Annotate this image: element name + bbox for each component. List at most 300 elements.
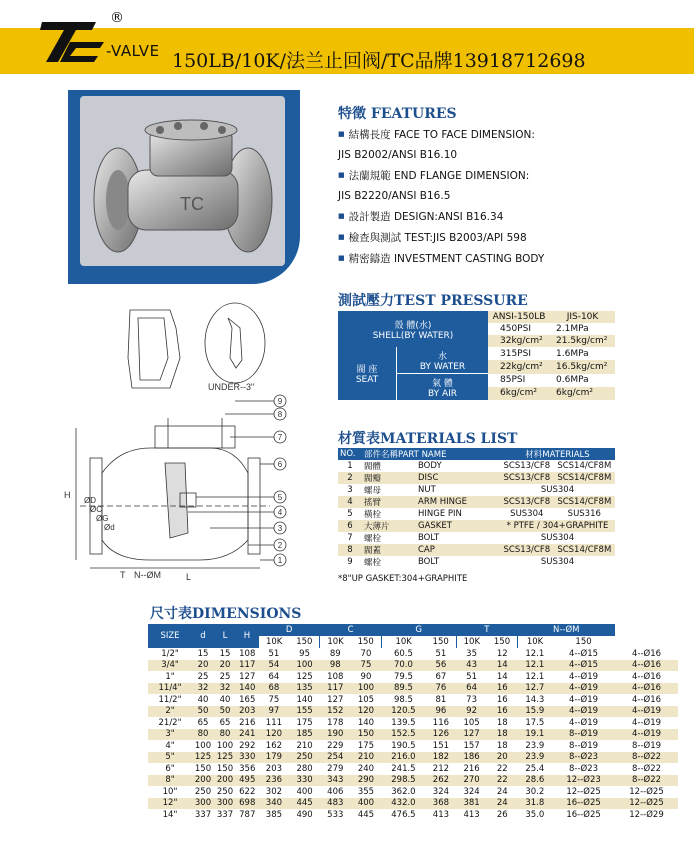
dimension-cell: 155 (289, 706, 320, 718)
dimension-cell: 150 (194, 763, 212, 774)
material-spec: SUS316 (567, 509, 601, 519)
dimension-cell: 280 (296, 763, 313, 774)
callout-9: 9 (277, 397, 283, 406)
material-no: 5 (347, 509, 353, 519)
dim-label-d-small: Ød (104, 523, 115, 532)
dimension-cell: 120 (351, 706, 382, 718)
pressure-value: 85PSI (500, 375, 526, 386)
dimension-cell: 60.5 (393, 648, 413, 659)
dimension-cell: 12--Ø25 (629, 786, 664, 797)
dimension-cell: 80 (214, 729, 236, 741)
dimension-cell: 162 (265, 740, 283, 751)
dimension-cell: 11/2" (158, 694, 182, 705)
feature-item (338, 168, 678, 184)
material-spec: * PTFE / 304+GRAPHITE (500, 520, 615, 532)
dimension-cell: 23.9 (525, 740, 545, 751)
dimension-cell: 90 (360, 671, 372, 682)
dimension-cell: 95 (299, 648, 310, 659)
dim-label-h: H (64, 490, 71, 500)
dimension-cell: 212 (432, 763, 450, 774)
dimension-cell: 8--Ø23 (552, 752, 615, 764)
dim-label-t: T (120, 570, 126, 580)
dimension-cell: 240 (357, 763, 375, 774)
dimension-cell: 490 (296, 809, 313, 820)
dimensions-heading-en: DIMENSIONS (192, 606, 302, 622)
material-no: 7 (347, 533, 353, 543)
dimension-cell: 157 (463, 740, 480, 751)
valve-cap-icon (155, 426, 235, 448)
dim-label-l: L (186, 572, 192, 582)
dimension-cell: 67 (435, 671, 447, 682)
dimension-cell: 40 (197, 694, 209, 705)
dimension-cell: 43 (456, 660, 487, 672)
dimension-row (148, 717, 678, 729)
seat-en: SEAT (355, 375, 379, 385)
dimension-cell: 14" (162, 809, 178, 820)
dimension-cell: 2" (148, 706, 192, 718)
pressure-heading (338, 290, 528, 310)
material-en: GASKET (416, 520, 500, 532)
dimension-cell: 12--Ø25 (615, 798, 678, 810)
dimension-cell: 50 (192, 706, 214, 718)
col-part: 部件名稱PART NAME (362, 448, 500, 460)
valve-photo-icon (68, 90, 300, 284)
callout-3: 3 (277, 524, 283, 533)
dimension-cell: 125 (296, 671, 313, 682)
dimension-cell: 8--Ø22 (615, 752, 678, 764)
dimensions-heading (150, 603, 301, 623)
material-no: 1 (347, 461, 353, 471)
detail-hinge-icon (228, 318, 242, 368)
col-sub: 150 (351, 636, 382, 648)
feature-item (338, 127, 678, 143)
feature-label: 檢查與測試 TEST:JIS B2003/API 598 (348, 232, 527, 244)
dimension-cell: 210 (296, 740, 313, 751)
dim-label-c: ØC (90, 505, 102, 514)
dimension-cell: 150 (216, 763, 234, 774)
dimension-cell: 292 (239, 740, 256, 751)
dimension-cell: 3/4" (148, 660, 192, 672)
dimension-cell: 10" (162, 786, 178, 797)
material-spec: SUS304 (540, 485, 575, 495)
dimension-row (148, 671, 678, 683)
dimension-cell: 300 (192, 798, 214, 810)
valve-disc-icon (165, 463, 188, 538)
feature-standard: JIS B2220/ANSI B16.5 (338, 190, 451, 202)
dimension-cell: 324 (463, 786, 480, 797)
feature-label: 精密鑄造 INVESTMENT CASTING BODY (348, 253, 545, 265)
dimension-cell: 330 (236, 752, 259, 764)
dimension-cell: 368 (426, 798, 457, 810)
material-row (338, 460, 615, 472)
dimension-cell: 8--Ø19 (569, 740, 599, 751)
dimension-cell: 241 (236, 729, 259, 741)
dimension-cell: 51 (466, 671, 477, 682)
material-no: 6 (338, 520, 362, 532)
dimension-cell: 127 (239, 671, 256, 682)
dimension-cell: 140 (357, 717, 375, 728)
dimension-cell: 12.1 (525, 671, 545, 682)
dimension-cell: 76 (426, 683, 457, 695)
dimension-cell: 300 (214, 798, 236, 810)
water-cn: 水 (437, 351, 447, 362)
dimensions-heading-cn: 尺寸表 (150, 606, 192, 622)
dimension-cell: 32 (214, 683, 236, 695)
dimension-cell: 533 (327, 809, 344, 820)
dimension-cell: 4--Ø19 (615, 706, 678, 718)
dimension-cell: 100 (289, 660, 320, 672)
logo-registered-mark: ® (110, 10, 124, 26)
material-row (338, 544, 615, 556)
materials-heading-cn: 材質表 (338, 431, 380, 447)
dimension-cell: 385 (265, 809, 283, 820)
callout-8: 8 (277, 410, 283, 419)
dimension-cell: 787 (239, 809, 256, 820)
dimension-cell: 28.6 (518, 775, 553, 787)
shell-cell (338, 311, 488, 347)
dimension-cell: 127 (456, 729, 487, 741)
dimension-cell: 4--Ø16 (631, 694, 662, 705)
pressure-col-jis: JIS-10K (550, 311, 615, 323)
dimension-cell: 32 (192, 683, 214, 695)
dimension-cell: 8--Ø19 (552, 729, 615, 741)
dimension-cell: 302 (265, 786, 283, 797)
dimension-cell: 1" (165, 671, 175, 682)
dimension-cell: 151 (432, 740, 450, 751)
dimension-cell: 23.9 (518, 752, 553, 764)
dimension-row (148, 752, 678, 764)
dimension-cell: 330 (289, 775, 320, 787)
pressure-value: 450PSI (500, 324, 531, 334)
col-size: SIZE (148, 624, 192, 648)
col-group-g: G (381, 624, 456, 636)
dimension-cell: 356 (239, 763, 256, 774)
col-sub: 10K (381, 636, 425, 648)
material-spec: SCS14/CF8M (554, 472, 615, 484)
dimension-cell: 15.9 (518, 706, 553, 718)
dimension-cell: 4--Ø16 (631, 671, 662, 682)
dimension-cell: 18 (487, 729, 518, 741)
dimension-cell: 8--Ø19 (631, 740, 662, 751)
pressure-value: 6kg/cm² (488, 387, 550, 400)
dimension-cell: 270 (456, 775, 487, 787)
material-spec: SCS14/CF8M (554, 544, 615, 556)
material-spec: SCS13/CF8 (503, 461, 551, 471)
dimension-cell: 355 (357, 786, 375, 797)
dimension-cell: 97 (259, 706, 290, 718)
dimension-row (148, 660, 678, 672)
technical-drawing (60, 298, 290, 588)
dimension-cell: 186 (456, 752, 487, 764)
dimension-cell: 108 (239, 648, 256, 659)
bullet-icon: ■ (338, 233, 345, 241)
dimension-cell: 165 (239, 694, 256, 705)
materials-header-row (338, 448, 615, 460)
dimension-cell: 22 (496, 763, 508, 774)
dim-label-nm: N--ØM (134, 570, 161, 580)
dimension-cell: 203 (236, 706, 259, 718)
dimension-cell: 8--Ø22 (615, 775, 678, 787)
dimensions-header-row (148, 624, 678, 636)
dimension-cell: 31.8 (518, 798, 553, 810)
dimension-cell: 483 (320, 798, 351, 810)
dimension-cell: 216 (463, 763, 480, 774)
product-photo (68, 90, 300, 284)
material-en: NUT (418, 485, 436, 495)
dimension-cell: 100 (216, 740, 234, 751)
dimension-row (148, 683, 678, 695)
dimension-cell: 4--Ø16 (615, 683, 678, 695)
dimension-cell: 337 (216, 809, 234, 820)
material-no: 2 (338, 472, 362, 484)
features-heading-cn: 特徵 (338, 106, 366, 122)
dimension-cell: 210 (351, 752, 382, 764)
material-no: 3 (347, 485, 353, 495)
material-cn: 閥體 (364, 462, 382, 472)
dimension-cell: 56 (426, 660, 457, 672)
dimension-cell: 622 (239, 786, 256, 797)
dimension-cell: 3" (148, 729, 192, 741)
dimension-cell: 200 (192, 775, 214, 787)
bullet-icon: ■ (338, 130, 345, 138)
dimension-cell: 175 (357, 740, 375, 751)
dimension-cell: 51 (435, 648, 447, 659)
dimension-cell: 254 (320, 752, 351, 764)
dimension-cell: 64 (268, 671, 280, 682)
dimension-cell: 24 (487, 798, 518, 810)
material-row (338, 472, 615, 484)
detail-disc-icon (205, 303, 265, 383)
dimension-cell: 406 (327, 786, 344, 797)
bullet-icon: ■ (338, 212, 345, 220)
col-h: H (236, 624, 259, 648)
dimension-cell: 96 (426, 706, 457, 718)
dimension-cell: 337 (194, 809, 212, 820)
dimension-cell: 413 (432, 809, 450, 820)
dimension-cell: 178 (327, 717, 344, 728)
dimension-cell: 250 (289, 752, 320, 764)
dimension-cell: 100 (351, 683, 382, 695)
dimension-cell: 432.0 (381, 798, 425, 810)
dimension-cell: 17.5 (525, 717, 545, 728)
dimension-cell: 51 (268, 648, 280, 659)
material-spec: SUS304 (510, 509, 544, 519)
dimension-cell: 4--Ø15 (569, 648, 599, 659)
feature-label: 結構長度 FACE TO FACE DIMENSION: (348, 129, 535, 141)
col-group-nm: N--ØM (518, 624, 615, 636)
dimension-cell: 182 (426, 752, 457, 764)
col-sub: 150 (426, 636, 457, 648)
dimension-cell: 16--Ø25 (552, 798, 615, 810)
material-en: HINGE PIN (418, 509, 462, 519)
dimension-row (148, 694, 678, 706)
dimension-cell: 11/4" (148, 683, 192, 695)
detail-cap-icon (128, 310, 180, 388)
dimension-cell: 4--Ø19 (552, 706, 615, 718)
material-no: 9 (347, 557, 353, 567)
dimension-row (148, 786, 678, 798)
dimension-cell: 16 (487, 683, 518, 695)
feature-label: 設計製造 DESIGN:ANSI B16.34 (348, 211, 504, 223)
dimension-cell: 8--Ø22 (631, 763, 662, 774)
dimension-cell: 89 (329, 648, 341, 659)
dimension-cell: 16 (496, 694, 508, 705)
dimension-cell: 476.5 (391, 809, 416, 820)
dimension-cell: 175 (296, 717, 313, 728)
dimension-cell: 108 (327, 671, 344, 682)
dimension-cell: 117 (236, 660, 259, 672)
dimension-cell: 4--Ø19 (631, 717, 662, 728)
material-spec: SUS304 (540, 557, 575, 567)
material-cn: 大薄片 (362, 520, 416, 532)
dimension-cell: 126 (426, 729, 457, 741)
dimension-cell: 12.1 (525, 648, 545, 659)
dimension-cell: 75 (351, 660, 382, 672)
dimension-cell: 35 (466, 648, 477, 659)
dimension-cell: 413 (463, 809, 480, 820)
col-group-t: T (456, 624, 517, 636)
pressure-value: 2.1MPa (556, 324, 589, 334)
material-row (338, 496, 615, 508)
dimension-cell: 14 (496, 671, 508, 682)
bullet-icon: ■ (338, 171, 345, 179)
callout-1: 1 (277, 556, 283, 565)
seat-label (338, 347, 397, 400)
air-cn: 氣 體 (432, 378, 453, 389)
dimension-cell: 4--Ø19 (569, 717, 599, 728)
dimension-cell: 4--Ø19 (569, 694, 599, 705)
dimension-cell: 25 (219, 671, 231, 682)
col-no: NO. (338, 448, 362, 460)
dimension-cell: 12.7 (518, 683, 553, 695)
dimension-cell: 12--Ø25 (566, 786, 601, 797)
dimension-cell: 105 (463, 717, 480, 728)
feature-item (338, 251, 678, 267)
dimension-cell: 68 (259, 683, 290, 695)
features-heading (338, 103, 457, 123)
dimension-cell: 150 (351, 729, 382, 741)
dimension-cell: 81 (435, 694, 447, 705)
dimension-cell: 65 (197, 717, 209, 728)
col-group-d: D (259, 624, 320, 636)
material-no: 8 (338, 544, 362, 556)
material-cn: 螺栓 (364, 558, 382, 568)
material-en: BODY (418, 461, 442, 471)
dimension-cell: 290 (351, 775, 382, 787)
dimension-cell: 120.5 (381, 706, 425, 718)
dimension-cell: 445 (357, 809, 375, 820)
dimension-cell: 140 (296, 694, 313, 705)
material-row (338, 532, 615, 544)
pressure-heading-cn: 測試壓力 (338, 293, 394, 309)
col-sub: 10K (518, 636, 553, 648)
dimension-cell: 25.4 (525, 763, 545, 774)
dimension-cell: 12" (148, 798, 192, 810)
material-en: BOLT (418, 557, 440, 567)
material-spec: SCS14/CF8M (554, 496, 615, 508)
dimension-cell: 75 (268, 694, 280, 705)
dimension-cell: 140 (236, 683, 259, 695)
dimension-cell: 15 (219, 648, 231, 659)
material-cn: 螺母 (364, 486, 382, 496)
callout-6: 6 (277, 460, 283, 469)
dimension-cell: 80 (192, 729, 214, 741)
dimension-row (148, 648, 678, 660)
dimension-cell: 400 (351, 798, 382, 810)
material-spec: SCS13/CF8 (500, 472, 554, 484)
pressure-value: 16.5kg/cm² (550, 360, 615, 373)
material-spec: SCS13/CF8 (500, 544, 554, 556)
dimension-cell: 117 (320, 683, 351, 695)
dimension-cell: 5" (148, 752, 192, 764)
col-d: d (192, 624, 214, 648)
col-sub: 10K (456, 636, 487, 648)
dimension-cell: 25 (197, 671, 209, 682)
materials-table (338, 448, 615, 568)
water-label (397, 347, 489, 374)
dimension-cell: 4--Ø19 (615, 729, 678, 741)
dimension-cell: 200 (214, 775, 236, 787)
dimension-cell: 236 (259, 775, 290, 787)
dimension-cell: 190 (320, 729, 351, 741)
pressure-col-ansi: ANSI-150LB (488, 311, 550, 323)
dimension-row (148, 740, 678, 752)
material-en: BOLT (418, 533, 440, 543)
callout-2: 2 (277, 541, 283, 550)
dimension-cell: 24 (496, 786, 508, 797)
material-spec: SUS304 (540, 533, 575, 543)
material-spec: SCS13/CF8 (500, 496, 554, 508)
dimension-cell: 343 (320, 775, 351, 787)
dimension-row (148, 798, 678, 810)
dimension-cell: 1/2" (161, 648, 179, 659)
dimension-cell: 179 (259, 752, 290, 764)
svg-text:TC: TC (180, 194, 204, 214)
pressure-value: 315PSI (500, 348, 531, 359)
dimension-cell: 54 (259, 660, 290, 672)
dimension-cell: 12 (496, 648, 508, 659)
dimension-cell: 16--Ø25 (566, 809, 601, 820)
under-label: UNDER--3" (208, 382, 255, 392)
dimension-cell: 298.5 (381, 775, 425, 787)
bullet-icon: ■ (338, 254, 345, 262)
col-sub: 150 (289, 636, 320, 648)
callout-4: 4 (277, 508, 283, 517)
dimension-cell: 64 (456, 683, 487, 695)
materials-heading (338, 428, 517, 448)
dimension-row (148, 809, 678, 821)
dimension-cell: 19.1 (518, 729, 553, 741)
material-cn: 橫栓 (364, 510, 382, 520)
dimension-cell: 250 (216, 786, 234, 797)
dimension-cell: 362.0 (391, 786, 416, 797)
materials-heading-en: MATERIALS LIST (380, 431, 518, 447)
dimension-cell: 698 (236, 798, 259, 810)
feature-item (338, 230, 678, 246)
material-row (338, 556, 615, 568)
pressure-value: 22kg/cm² (488, 360, 550, 373)
dimension-cell: 262 (426, 775, 457, 787)
pressure-value: 6kg/cm² (550, 387, 615, 400)
dimension-cell: 89.5 (381, 683, 425, 695)
dimension-cell: 98 (320, 660, 351, 672)
dimension-cell: 105 (357, 694, 375, 705)
shell-en: SHELL(BY WATER) (372, 330, 454, 341)
dimension-cell: 4--Ø16 (631, 648, 662, 659)
features-heading-en: FEATURES (370, 106, 457, 122)
dimension-cell: 6" (165, 763, 175, 774)
dimension-cell: 152 (320, 706, 351, 718)
